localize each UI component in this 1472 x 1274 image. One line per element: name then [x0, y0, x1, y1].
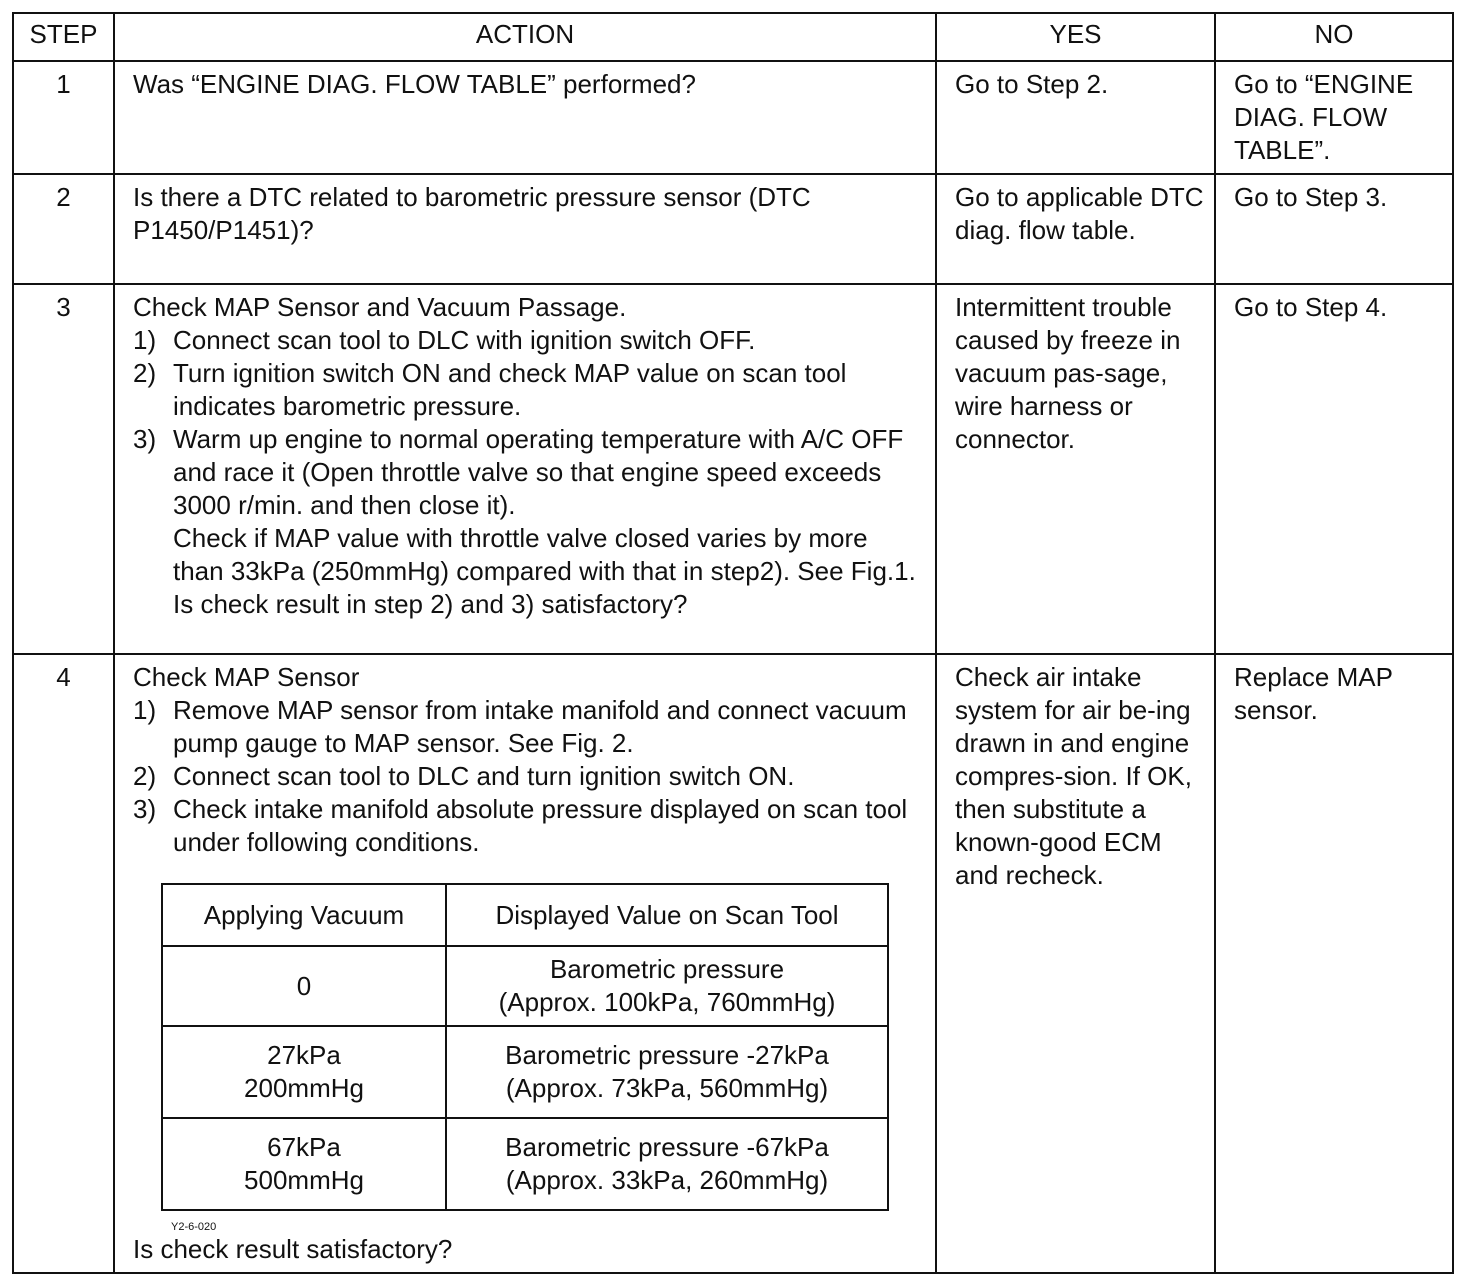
- displayed-value-line: (Approx. 100kPa, 760mmHg): [498, 987, 836, 1017]
- table-row: [13, 174, 1453, 284]
- diagnostic-flow-table: [12, 12, 1454, 1274]
- no-cell: Go to Step 3.: [1215, 174, 1453, 284]
- list-item: [133, 760, 921, 793]
- list-item: [133, 357, 921, 423]
- item-text: Connect scan tool to DLC with ignition switch OFF.: [173, 325, 756, 355]
- displayed-value: [446, 1026, 888, 1118]
- subtable-header-value: Displayed Value on Scan Tool: [446, 884, 888, 946]
- action-question: Is check result in step 2) and 3) satisfactory?: [173, 589, 688, 619]
- no-cell: Go to “ENGINE DIAG. FLOW TABLE”.: [1215, 61, 1453, 174]
- step-number: 1: [13, 61, 114, 174]
- vacuum-value: 0: [162, 946, 446, 1026]
- displayed-value: [446, 946, 888, 1026]
- no-cell: Replace MAP sensor.: [1215, 654, 1453, 1273]
- action-cell: [114, 284, 936, 654]
- item-text: Remove MAP sensor from intake manifold and connect vacuum pump gauge to MAP sensor. See Fig. 2.: [173, 695, 907, 758]
- list-item: [133, 324, 921, 357]
- yes-cell: Go to Step 2.: [936, 61, 1215, 174]
- action-question: Is there a DTC related to barometric pressure sensor (DTC P1450/P1451)?: [133, 182, 811, 245]
- vacuum-value: [162, 1026, 446, 1118]
- item-number: 2): [133, 761, 157, 791]
- action-question: Was “ENGINE DIAG. FLOW TABLE” performed?: [133, 69, 696, 99]
- list-item: [133, 694, 921, 760]
- list-item: [133, 793, 921, 859]
- item-number: 1): [133, 695, 157, 725]
- item-number: 3): [133, 794, 157, 824]
- item-text: Connect scan tool to DLC and turn ignition switch ON.: [173, 761, 795, 791]
- item-text: Warm up engine to normal operating temperature with A/C OFF and race it (Open throttle valve so that engine speed exceeds 3000 r/min. and then close it).: [173, 424, 904, 520]
- displayed-value-line: Barometric pressure -67kPa: [505, 1132, 829, 1162]
- subtable-row: [162, 946, 888, 1026]
- action-question: Is check result satisfactory?: [133, 1234, 453, 1264]
- displayed-value-line: (Approx. 33kPa, 260mmHg): [505, 1165, 829, 1195]
- action-cell: [114, 654, 936, 1273]
- vacuum-value-line: 27kPa: [267, 1040, 341, 1070]
- header-step: STEP: [13, 13, 114, 61]
- yes-cell: Check air intake system for air be-ing drawn in and engine compres-sion. If OK, then substitute a known-good ECM and recheck.: [936, 654, 1215, 1273]
- vacuum-value-line: 67kPa: [267, 1132, 341, 1162]
- vacuum-value-line: 500mmHg: [244, 1165, 364, 1195]
- yes-cell: Intermittent trouble caused by freeze in vacuum pas-sage, wire harness or connector.: [936, 284, 1215, 654]
- header-action: ACTION: [114, 13, 936, 61]
- header-row: [13, 13, 1453, 61]
- item-text: Turn ignition switch ON and check MAP value on scan tool indicates barometric pressure.: [173, 358, 847, 421]
- subtable-row: [162, 1118, 888, 1210]
- step-number: 3: [13, 284, 114, 654]
- action-cell: [114, 61, 936, 174]
- action-title: Check MAP Sensor and Vacuum Passage.: [133, 292, 627, 322]
- table-row: [13, 284, 1453, 654]
- action-title: Check MAP Sensor: [133, 662, 360, 692]
- item-text: Check intake manifold absolute pressure displayed on scan tool under following conditions.: [173, 794, 908, 857]
- header-yes: YES: [936, 13, 1215, 61]
- header-no: NO: [1215, 13, 1453, 61]
- check-note: Check if MAP value with throttle valve closed varies by more than 33kPa (250mmHg) compared with that in step2). See Fig.1.: [173, 523, 916, 586]
- table-row: [13, 61, 1453, 174]
- no-cell: Go to Step 4.: [1215, 284, 1453, 654]
- item-number: 1): [133, 325, 157, 355]
- vacuum-pressure-table: [161, 883, 889, 1211]
- subtable-row: [162, 1026, 888, 1118]
- vacuum-value: [162, 1118, 446, 1210]
- subtable-header-row: [162, 884, 888, 946]
- displayed-value-line: (Approx. 73kPa, 560mmHg): [505, 1073, 829, 1103]
- list-item: [133, 423, 921, 522]
- item-number: 2): [133, 358, 157, 388]
- vacuum-value-line: 200mmHg: [244, 1073, 364, 1103]
- displayed-value-line: Barometric pressure -27kPa: [505, 1040, 829, 1070]
- subtable-header-vacuum: Applying Vacuum: [162, 884, 446, 946]
- yes-cell: Go to applicable DTC diag. flow table.: [936, 174, 1215, 284]
- table-row: [13, 654, 1453, 1273]
- action-cell: [114, 174, 936, 284]
- displayed-value: [446, 1118, 888, 1210]
- item-number: 3): [133, 424, 157, 454]
- step-number: 4: [13, 654, 114, 1273]
- step-number: 2: [13, 174, 114, 284]
- figure-code: Y2-6-020: [171, 1221, 217, 1233]
- displayed-value-line: Barometric pressure: [549, 954, 785, 984]
